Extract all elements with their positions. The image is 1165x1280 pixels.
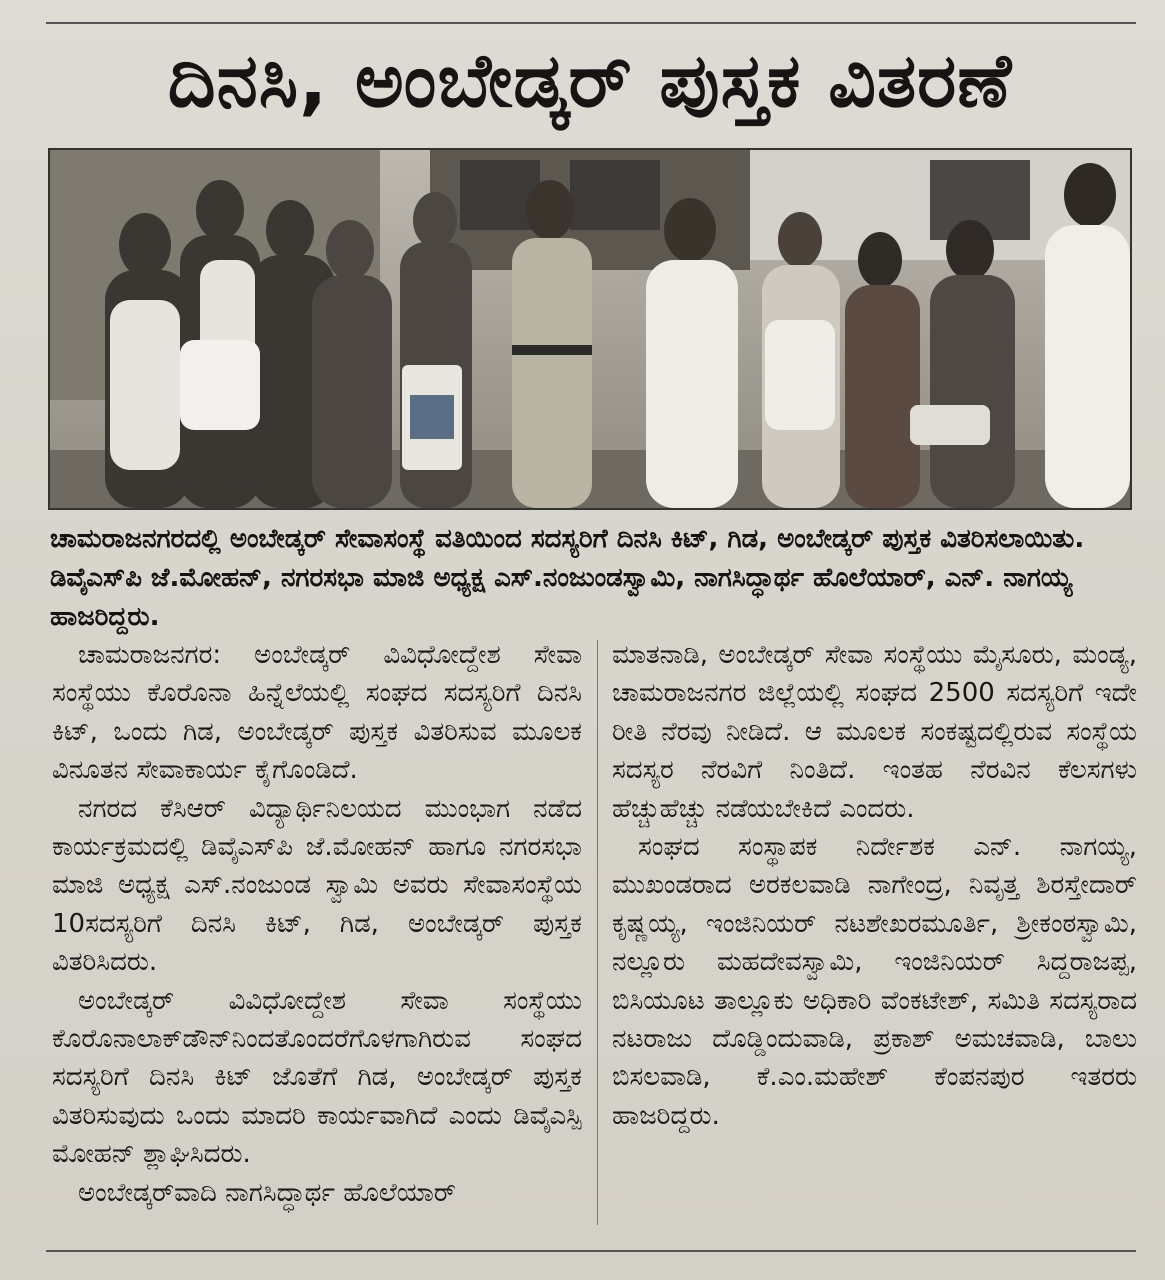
- headline: ದಿನಸಿ, ಅಂಬೇಡ್ಕರ್ ಪುಸ್ತಕ ವಿತರಣೆ: [167, 38, 1013, 124]
- article-column-right: [612, 636, 1137, 1226]
- photo-caption: ಚಾಮರಾಜನಗರದಲ್ಲಿ ಅಂಬೇಡ್ಕರ್ ಸೇವಾಸಂಸ್ಥೆ ವತಿಯಿಂದ ಸದಸ್ಯರಿಗೆ ದಿನಸಿ ಕಿಟ್, ಗಿಡ, ಅಂಬೇಡ್ಕರ್ ಪುಸ್ತಕ ವಿತರಿಸಲಾಯಿತು. ಡಿವೈಎಸ್‌ಪಿ ಜೆ.ಮೋಹನ್, ನಗರಸಭಾ ಮಾಜಿ ಅಧ್ಯಕ್ಷ ಎಸ್.ನಂಜುಂಡಸ್ವಾಮಿ, ನಾಗಸಿದ್ಧಾರ್ಥ ಹೊಲೆಯಾರ್, ಎನ್. ನಾಗಯ್ಯ ಹಾಜರಿದ್ದರು.: [50, 524, 1085, 632]
- paragraph: ನಗರದ ಕೆಸಿಆರ್ ವಿದ್ಯಾರ್ಥಿನಿಲಯದ ಮುಂಭಾಗ ನಡೆದ ಕಾರ್ಯಕ್ರಮದಲ್ಲಿ ಡಿವೈಎಸ್‌ಪಿ ಜೆ.ಮೋಹನ್ ಹಾಗೂ ನಗರಸಭಾ ಮಾಜಿ ಅಧ್ಯಕ್ಷ ಎಸ್.ನಂಜುಂಡ ಸ್ವಾಮಿ ಅವರು ಸೇವಾಸಂಸ್ಥೆಯ 10ಸದಸ್ಯರಿಗೆ ದಿನಸಿ ಕಿಟ್, ಗಿಡ, ಅಂಬೇಡ್ಕರ್ ಪುಸ್ತಕ ವಿತರಿಸಿದರು.: [52, 793, 582, 978]
- paragraph: ಸಂಘದ ಸಂಸ್ಥಾಪಕ ನಿರ್ದೇಶಕ ಎನ್. ನಾಗಯ್ಯ, ಮುಖಂಡರಾದ ಅರಕಲವಾಡಿ ನಾಗೇಂದ್ರ, ನಿವೃತ್ತ ಶಿರಸ್ತೇದಾರ್ ಕೃಷ್ಣಯ್ಯ, ಇಂಜಿನಿಯರ್ ನಟಶೇಖರಮೂರ್ತಿ, ಶ್ರೀಕಂಠಸ್ವಾಮಿ, ನಲ್ಲೂರು ಮಹದೇವಸ್ವಾಮಿ, ಇಂಜಿನಿಯರ್ ಸಿದ್ದರಾಜಪ್ಪ, ಬಿಸಿಯೂಟ ತಾಲ್ಲೂಕು ಅಧಿಕಾರಿ ವೆಂಕಟೇಶ್, ಸಮಿತಿ ಸದಸ್ಯರಾದ ನಟರಾಜು ದೊಡ್ಡಿಂದುವಾಡಿ, ಪ್ರಕಾಶ್ ಅಮಚವಾಡಿ, ಬಾಲು ಬಿಸಲವಾಡಿ, ಕೆ.ಎಂ.ಮಹೇಶ್ ಕೆಂಪನಪುರ ಇತರರು ಹಾಜರಿದ್ದರು.: [612, 832, 1137, 1131]
- paragraph: ಚಾಮರಾಜನಗರ: ಅಂಬೇಡ್ಕರ್ ವಿವಿಧೋದ್ದೇಶ ಸೇವಾ ಸಂಸ್ಥೆಯು ಕೊರೊನಾ ಹಿನ್ನೆಲೆಯಲ್ಲಿ ಸಂಘದ ಸದಸ್ಯರಿಗೆ ದಿನಸಿ ಕಿಟ್, ಒಂದು ಗಿಡ, ಅಂಬೇಡ್ಕರ್ ಪುಸ್ತಕ ವಿತರಿಸುವ ಮೂಲಕ ವಿನೂತನ ಸೇವಾಕಾರ್ಯ ಕೈಗೊಂಡಿದೆ.: [52, 640, 582, 786]
- paragraph: ಅಂಬೇಡ್ಕರ್‌ವಾದಿ ನಾಗಸಿದ್ಧಾರ್ಥ ಹೊಲೆಯಾರ್: [78, 1177, 456, 1208]
- article-column-left: [52, 636, 582, 1226]
- paragraph: ಮಾತನಾಡಿ, ಅಂಬೇಡ್ಕರ್ ಸೇವಾ ಸಂಸ್ಥೆಯು ಮೈಸೂರು, ಮಂಡ್ಯ, ಚಾಮರಾಜನಗರ ಜಿಲ್ಲೆಯಲ್ಲಿ ಸಂಘದ 2500 ಸದಸ್ಯರಿಗೆ ಇದೇ ರೀತಿ ನೆರವು ನೀಡಿದೆ. ಆ ಮೂಲಕ ಸಂಕಷ್ಟದಲ್ಲಿರುವ ಸಂಸ್ಥೆಯ ಸದಸ್ಯರ ನೆರವಿಗೆ ನಿಂತಿದೆ. ಇಂತಹ ನೆರವಿನ ಕೆಲಸಗಳು ಹೆಚ್ಚುಹೆಚ್ಚು ನಡೆಯಬೇಕಿದೆ ಎಂದರು.: [612, 640, 1137, 824]
- top-rule: [46, 22, 1136, 24]
- photo-illustration: [50, 150, 1130, 508]
- paragraph: ಅಂಬೇಡ್ಕರ್ ವಿವಿಧೋದ್ದೇಶ ಸೇವಾ ಸಂಸ್ಥೆಯು ಕೊರೊನಾಲಾಕ್‌ಡೌನ್‌ನಿಂದತೊಂದರೆಗೊಳಗಾಗಿರುವ ಸಂಘದ ಸದಸ್ಯರಿಗೆ ದಿನಸಿ ಕಿಟ್ ಜೊತೆಗೆ ಗಿಡ, ಅಂಬೇಡ್ಕರ್ ಪುಸ್ತಕ ವಿತರಿಸುವುದು ಒಂದು ಮಾದರಿ ಕಾರ್ಯವಾಗಿದೆ ಎಂದು ಡಿವೈಎಸ್ಪಿ ಮೋಹನ್ ಶ್ಲಾಘಿಸಿದರು.: [52, 985, 582, 1170]
- news-photo: [48, 148, 1132, 510]
- bottom-rule: [46, 1250, 1136, 1252]
- column-divider: [597, 640, 598, 1225]
